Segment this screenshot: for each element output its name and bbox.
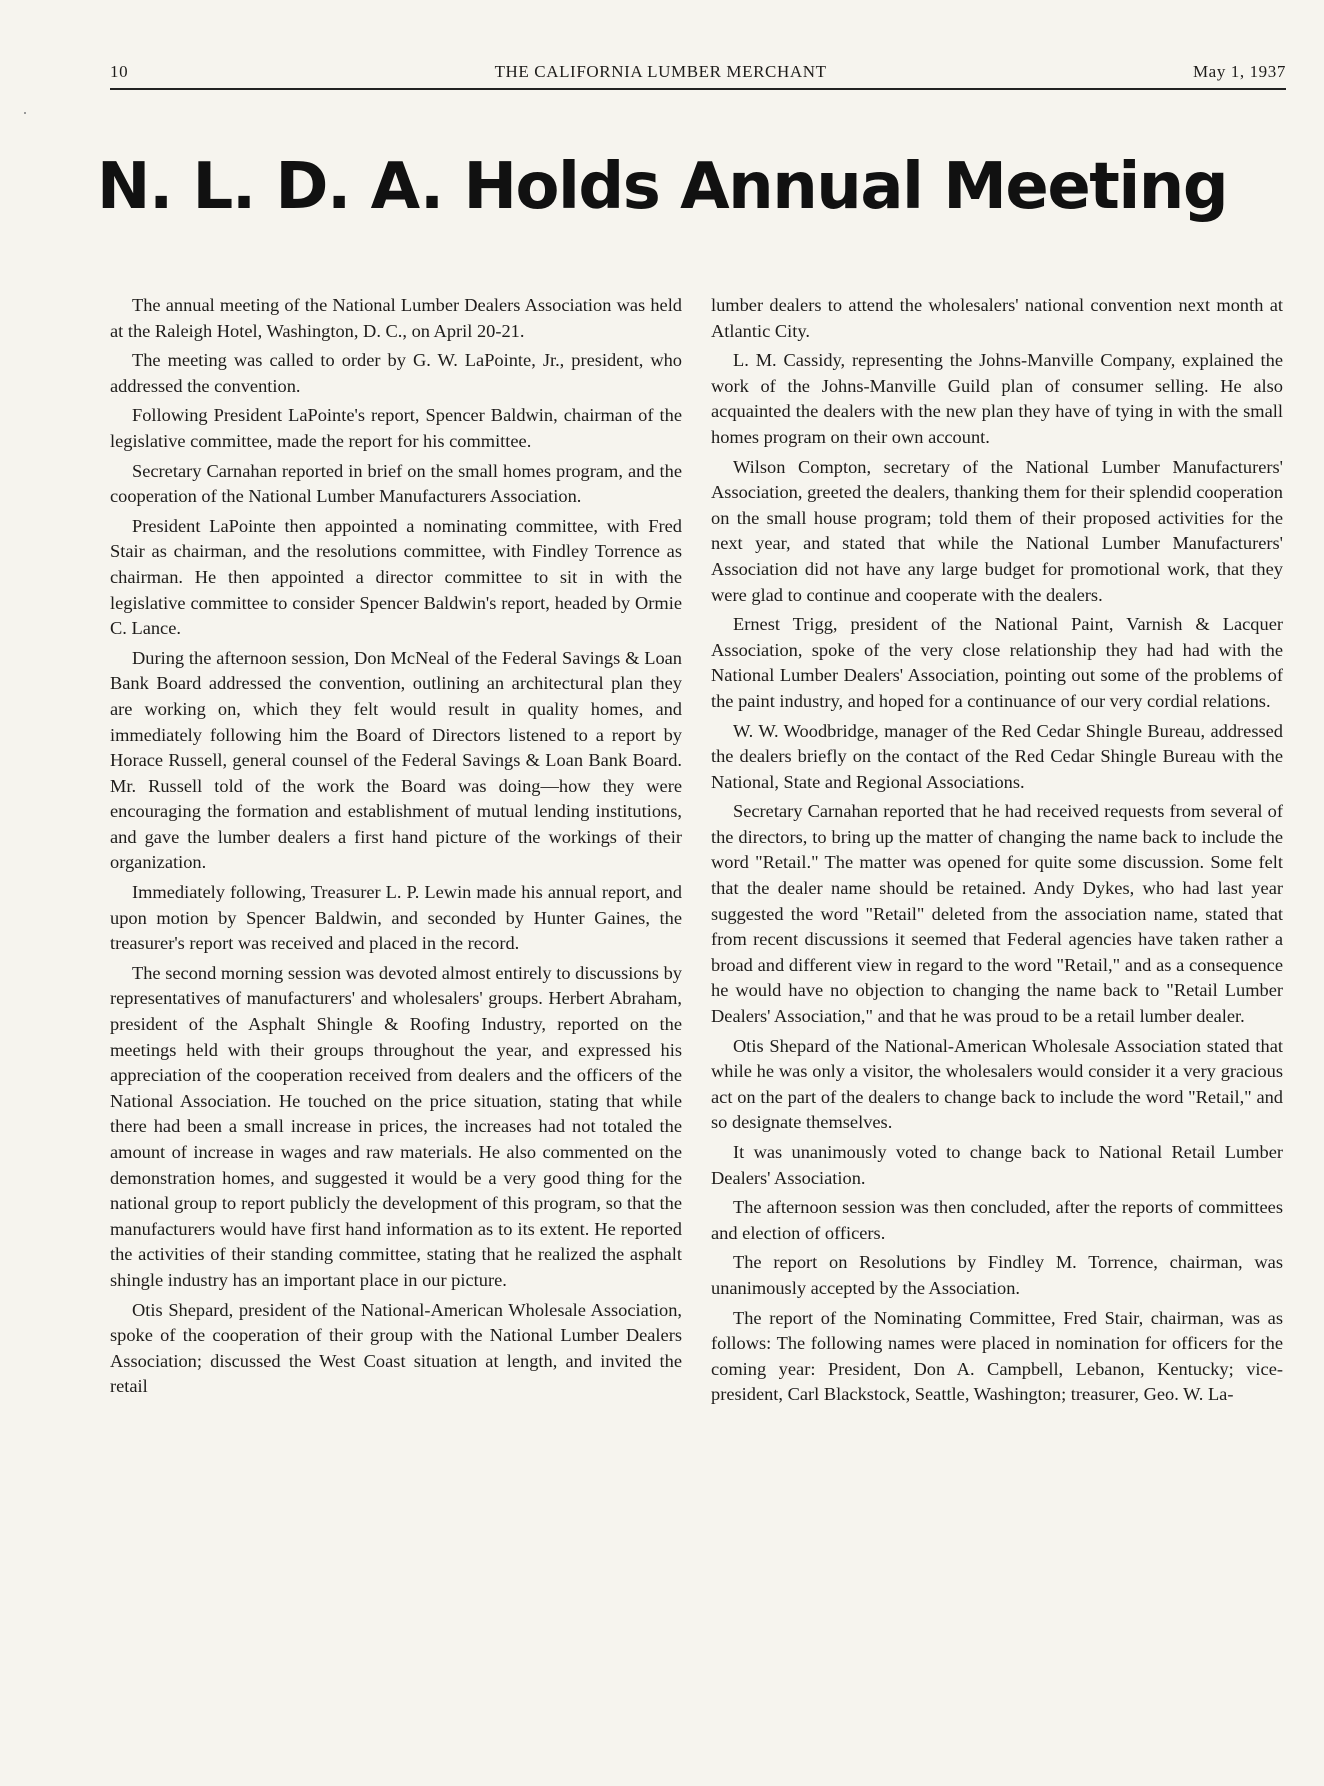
paragraph: Following President LaPointe's report, Spencer Baldwin, chairman of the legislative committee, made the report for his committee.: [110, 405, 682, 451]
paragraph: The afternoon session was then concluded, after the reports of committees and election of officers.: [711, 1197, 1283, 1243]
paragraph: Otis Shepard of the National-American Wholesale Association stated that while he was only a visitor, the wholesalers would consider it a very gracious act on the part of the dealers to change back to include the word "Retail," and so designate themselves.: [711, 1035, 1283, 1133]
paragraph: The report of the Nominating Committee, Fred Stair, chairman, was as follows: The following names were placed in nomination for officers for the coming year: President, Don A. Campbell, Lebanon, Kentucky; vice-president, Carl Blackstock, Seattle, Washington; treasurer, Geo. W. La-: [711, 1307, 1283, 1405]
paragraph: L. M. Cassidy, representing the Johns-Manville Company, explained the work of the Johns-Manville Guild plan of consumer selling. He also acquainted the dealers with the new plan they have of tying in with the small homes program on their own account.: [711, 350, 1283, 447]
article-title: N. L. D. A. Holds Annual Meeting: [96, 150, 1228, 224]
paragraph: President LaPointe then appointed a nominating committee, with Fred Stair as chairman, and the resolutions committee, with Findley Torrence as chairman. He then appointed a director committee to sit in with the legislative committee to consider Spencer Baldwin's report, headed by Ormie C. Lance.: [110, 515, 682, 639]
paragraph: The meeting was called to order by G. W. LaPointe, Jr., president, who addressed the convention.: [110, 350, 682, 396]
paragraph: Immediately following, Treasurer L. P. Lewin made his annual report, and upon motion by Spencer Baldwin, and seconded by Hunter Gaines, the treasurer's report was received and placed in the record.: [110, 882, 682, 954]
paragraph: Wilson Compton, secretary of the National Lumber Manufacturers' Association, greeted the dealers, thanking them for their splendid cooperation on the small house program; told them of their proposed activities for the next year, and stated that while the National Lumber Manufacturers' Association did not have any large budget for promotional work, that they were glad to continue and cooperate with the dealers.: [711, 456, 1283, 605]
page-number: 10: [110, 62, 129, 81]
paragraph: It was unanimously voted to change back to National Retail Lumber Dealers' Association.: [711, 1142, 1283, 1188]
paragraph: During the afternoon session, Don McNeal of the Federal Savings & Loan Bank Board addressed the convention, outlining an architectural plan they are working on, which they felt would result in quality homes, and immediately following him the Board of Directors listened to a report by Horace Russell, general counsel of the Federal Savings & Loan Bank Board. Mr. Russell told of the work the Board was doing—how they were encouraging the formation and establishment of mutual lending institutions, and gave the lumber dealers a first hand picture of the workings of their organization.: [110, 647, 682, 873]
paragraph: W. W. Woodbridge, manager of the Red Cedar Shingle Bureau, addressed the dealers briefly on the contact of the Red Cedar Shingle Bureau with the National, State and Regional Associations.: [711, 720, 1283, 792]
paragraph-continuation: lumber dealers to attend the wholesalers' national convention next month at Atlantic City.: [711, 295, 1283, 341]
right-column: [711, 293, 1283, 1412]
publication-name: THE CALIFORNIA LUMBER MERCHANT: [494, 62, 827, 81]
issue-date: May 1, 1937: [1192, 62, 1286, 81]
paragraph: The report on Resolutions by Findley M. Torrence, chairman, was unanimously accepted by the Association.: [711, 1252, 1283, 1298]
running-header: [110, 62, 1286, 88]
paragraph: Secretary Carnahan reported in brief on the small homes program, and the cooperation of the National Lumber Manufacturers Association.: [110, 460, 682, 507]
header-rule: [110, 88, 1286, 90]
paragraph: Secretary Carnahan reported that he had received requests from several of the directors, to bring up the matter of changing the name back to include the word "Retail." The matter was opened for quite some discussion. Some felt that the dealer name should be retained. Andy Dykes, who had last year suggested the word "Retail" deleted from the association name, stated that from recent discussions it seemed that Federal agencies have taken rather a broad and different view in regard to the word "Retail," and as a consequence he would have no objection to changing the name back to "Retail Lumber Dealers' Association," and that he was proud to be a retail lumber dealer.: [711, 801, 1283, 1027]
paragraph: The second morning session was devoted almost entirely to discussions by representatives of manufacturers' and wholesalers' groups. Herbert Abraham, president of the Asphalt Shingle & Roofing Industry, reported on the meetings held with their groups throughout the year, and expressed his appreciation of the cooperation received from dealers and the officers of the National Association. He touched on the price situation, stating that while there had been a small increase in prices, the increases had not totaled the amount of increase in wages and raw materials. He also commented on the demonstration homes, and suggested it would be a very good thing for the national group to report publicly the development of this program, so that the manufacturers would have first hand information as to its extent. He reported the activities of their standing committee, stating that he realized the asphalt shingle industry has an important place in our picture.: [110, 962, 682, 1290]
left-column: [110, 293, 682, 1404]
paragraph: Ernest Trigg, president of the National Paint, Varnish & Lacquer Association, spoke of the very close relationship they had had with the National Lumber Dealers' Association, pointing out some of the problems of the paint industry, and hoped for a continuance of our very cordial relations.: [711, 614, 1283, 711]
paragraph: The annual meeting of the National Lumber Dealers Association was held at the Raleigh Hotel, Washington, D. C., on April 20-21.: [110, 295, 682, 341]
paragraph: Otis Shepard, president of the National-American Wholesale Association, spoke of the cooperation of their group with the National Lumber Dealers Association; discussed the West Coast situation at length, and invited the retail: [110, 1299, 682, 1397]
scan-speck: [24, 112, 26, 114]
